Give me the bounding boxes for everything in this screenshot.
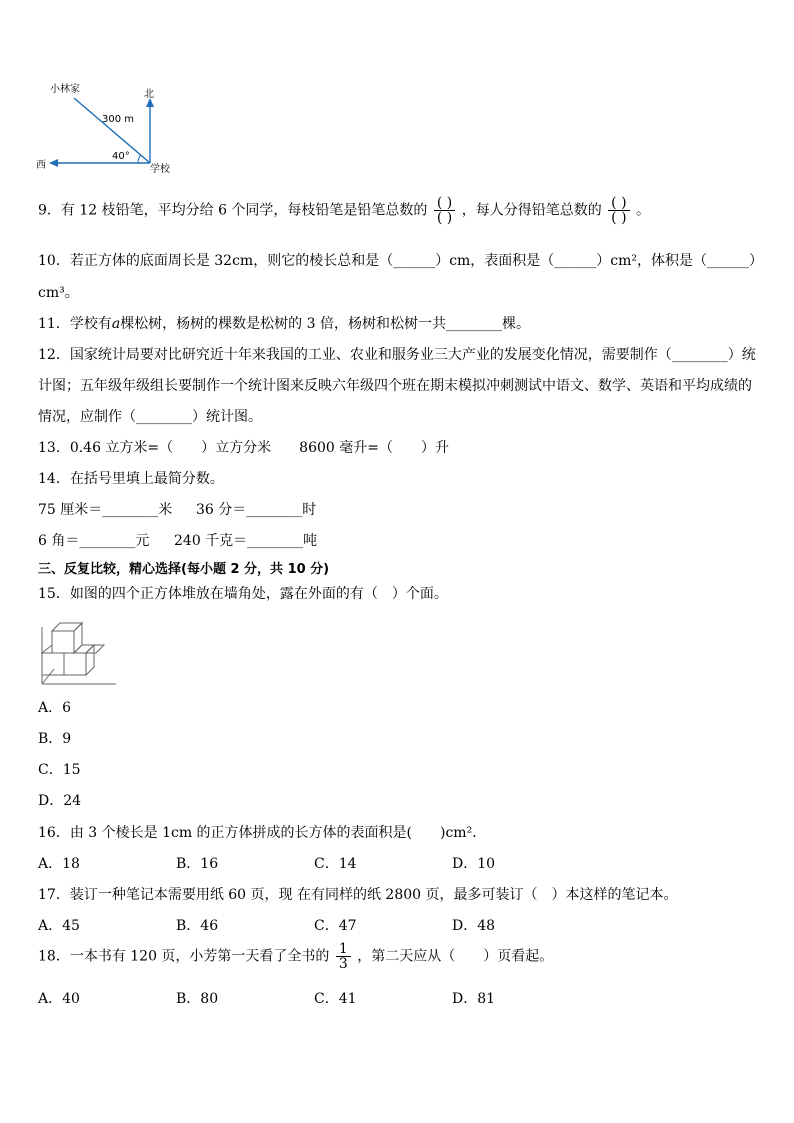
q18-frac-num: 1 xyxy=(336,942,351,957)
north-label: 北 xyxy=(144,89,154,100)
q18-option-b[interactable]: B．80 xyxy=(176,991,219,1007)
question-13: 13．0.46 立方米=（ ）立方分米 8600 毫升=（ ）升 xyxy=(38,440,449,456)
q9-frac-top-2: ( ) xyxy=(608,196,629,211)
q9-frac-bot-2: ( ) xyxy=(611,210,627,226)
question-15: 15．如图的四个正方体堆放在墙角处，露在外面的有（ ）个面。 xyxy=(38,586,448,602)
q9-text-2: ，每人分得铅笔总数的 xyxy=(461,202,602,219)
west-arrowhead xyxy=(49,159,58,167)
q18-option-d[interactable]: D．81 xyxy=(452,991,496,1007)
direction-diagram xyxy=(34,80,194,175)
distance-label: 300 m xyxy=(102,114,135,125)
q18-option-a[interactable]: A．40 xyxy=(38,991,80,1007)
q11-variable: a xyxy=(111,316,121,332)
q17-option-d[interactable]: D．48 xyxy=(452,918,496,934)
school-label: 学校 xyxy=(150,164,170,175)
q15-option-c[interactable]: C．15 xyxy=(38,762,81,778)
question-9 xyxy=(38,196,650,225)
q18-option-c[interactable]: C．41 xyxy=(314,991,357,1007)
q14-item-kg-to-ton: 240 千克＝________吨 xyxy=(174,533,318,549)
q18-fraction xyxy=(336,942,351,971)
home-label: 小林家 xyxy=(50,84,80,95)
q9-frac-bot-1: ( ) xyxy=(436,210,453,226)
q9-fraction-blank-1[interactable] xyxy=(434,196,455,225)
angle-arc xyxy=(138,155,141,163)
q15-option-b[interactable]: B．9 xyxy=(38,731,72,747)
stacked-cubes-figure xyxy=(38,617,120,687)
q17-option-c[interactable]: C．47 xyxy=(314,918,357,934)
q11-text-2: 棵松树，杨树的棵数是松树的 3 倍，杨树和松树一共________棵。 xyxy=(120,316,530,332)
q9-text-1: 9．有 12 枝铅笔，平均分给 6 个同学，每枝铅笔是铅笔总数的 xyxy=(38,202,428,219)
q16-option-d[interactable]: D．10 xyxy=(452,856,496,872)
q16-option-a[interactable]: A．18 xyxy=(38,856,80,872)
west-label: 西 xyxy=(36,160,46,171)
question-12-line-2: 计图；五年级年级组长要制作一个统计图来反映六年级四个班在期末模拟冲刺测试中语文、数学、英语和平均成绩的 xyxy=(38,378,752,394)
q14-item-cm-to-m: 75 厘米＝________米 xyxy=(38,502,173,518)
q16-option-c[interactable]: C．14 xyxy=(314,856,357,872)
angle-label: 40° xyxy=(112,151,130,162)
question-10-line-2: cm³。 xyxy=(38,285,79,301)
q15-option-d[interactable]: D．24 xyxy=(38,793,82,809)
question-11 xyxy=(38,313,530,333)
q15-option-a[interactable]: A．6 xyxy=(38,700,72,716)
q9-frac-top-1: ( ) xyxy=(434,196,455,211)
q14-item-jiao-to-yuan: 6 角＝________元 xyxy=(38,533,150,549)
q14-item-min-to-hour: 36 分＝________时 xyxy=(196,502,317,518)
question-17: 17．装订一种笔记本需要用纸 60 页，现 在有同样的纸 2800 页，最多可装订（ ）本这样的笔记本。 xyxy=(38,887,678,903)
question-10-line-1: 10．若正方体的底面周长是 32cm，则它的棱长总和是（______）cm，表面积是（______）cm²，体积是（______） xyxy=(38,253,764,269)
section-3-heading: 三、反复比较，精心选择(每小题 2 分，共 10 分) xyxy=(38,562,330,577)
q18-text-2: ，第二天应从（ ）页看起。 xyxy=(357,948,554,965)
question-12-line-1: 12．国家统计局要对比研究近十年来我国的工业、农业和服务业三大产业的发展变化情况，需要制作（________）统 xyxy=(38,347,756,363)
q11-text-1: 11．学校有 xyxy=(38,316,112,332)
q18-frac-den: 3 xyxy=(338,956,348,972)
question-18 xyxy=(38,942,553,971)
question-14-title: 14．在括号里填上最简分数。 xyxy=(38,471,224,487)
question-16: 16．由 3 个棱长是 1cm 的正方体拼成的长方体的表面积是( )cm²． xyxy=(38,825,487,841)
question-12-line-3: 情况，应制作（________）统计图。 xyxy=(38,409,262,425)
q17-option-a[interactable]: A．45 xyxy=(38,918,80,934)
q9-text-3: 。 xyxy=(636,202,650,219)
q18-text-1: 18．一本书有 120 页，小芳第一天看了全书的 xyxy=(38,948,330,965)
q9-fraction-blank-2[interactable] xyxy=(608,196,629,225)
q17-option-b[interactable]: B．46 xyxy=(176,918,219,934)
q16-option-b[interactable]: B．16 xyxy=(176,856,219,872)
